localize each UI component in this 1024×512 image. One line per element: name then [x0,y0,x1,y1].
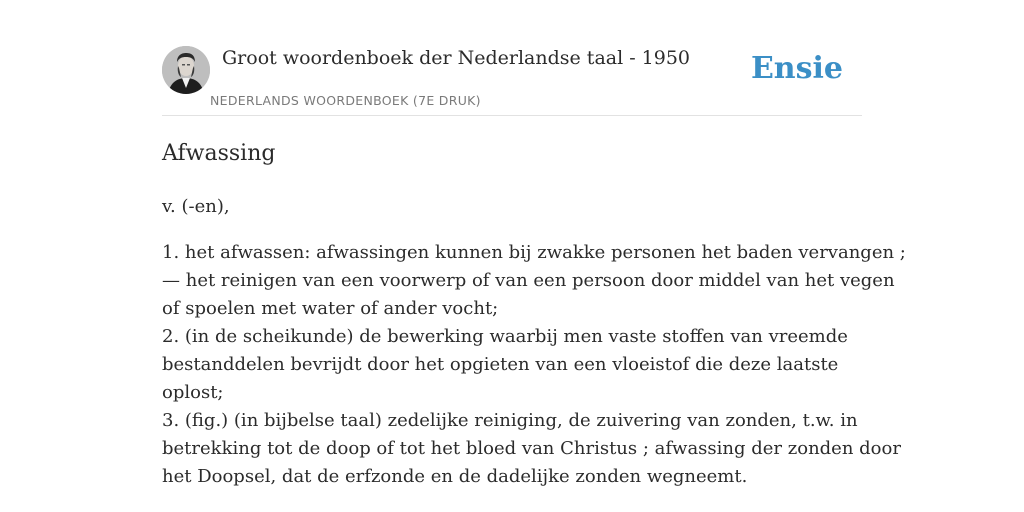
definition-line: betrekking tot de doop of tot het bloed van Christus ; afwassing der zonden door [162,438,901,459]
definition-line: 3. (fig.) (in bijbelse taal) zedelijke reiniging, de zuivering van zonden, t.w. in [162,410,858,431]
entry-headword: Afwassing [162,141,276,166]
definition-line: of spoelen met water of ander vocht; [162,298,499,319]
book-subtitle[interactable]: NEDERLANDS WOORDENBOEK (7E DRUK) [210,93,481,108]
definition-line: het Doopsel, dat de erfzonde en de dadelijke zonden wegneemt. [162,466,748,487]
ensie-logo-link[interactable]: Ensie [750,51,843,86]
definition-line: 2. (in de scheikunde) de bewerking waarbij men vaste stoffen van vreemde [162,326,848,347]
definition-line: oplost; [162,382,224,403]
author-portrait-icon[interactable] [162,46,210,94]
entry-grammar: v. (-en), [162,196,230,217]
entry-definitions [162,239,906,491]
definition-line: 1. het afwassen: afwassingen kunnen bij zwakke personen het baden vervangen ; [162,242,906,263]
definition-line: bestanddelen bevrijdt door het opgieten van een vloeistof die deze laatste [162,354,839,375]
source-header [162,44,862,116]
definition-line: — het reinigen van een voorwerp of van een persoon door middel van het vegen [162,270,895,291]
book-title[interactable]: Groot woordenboek der Nederlandse taal - 1950 [222,47,691,69]
